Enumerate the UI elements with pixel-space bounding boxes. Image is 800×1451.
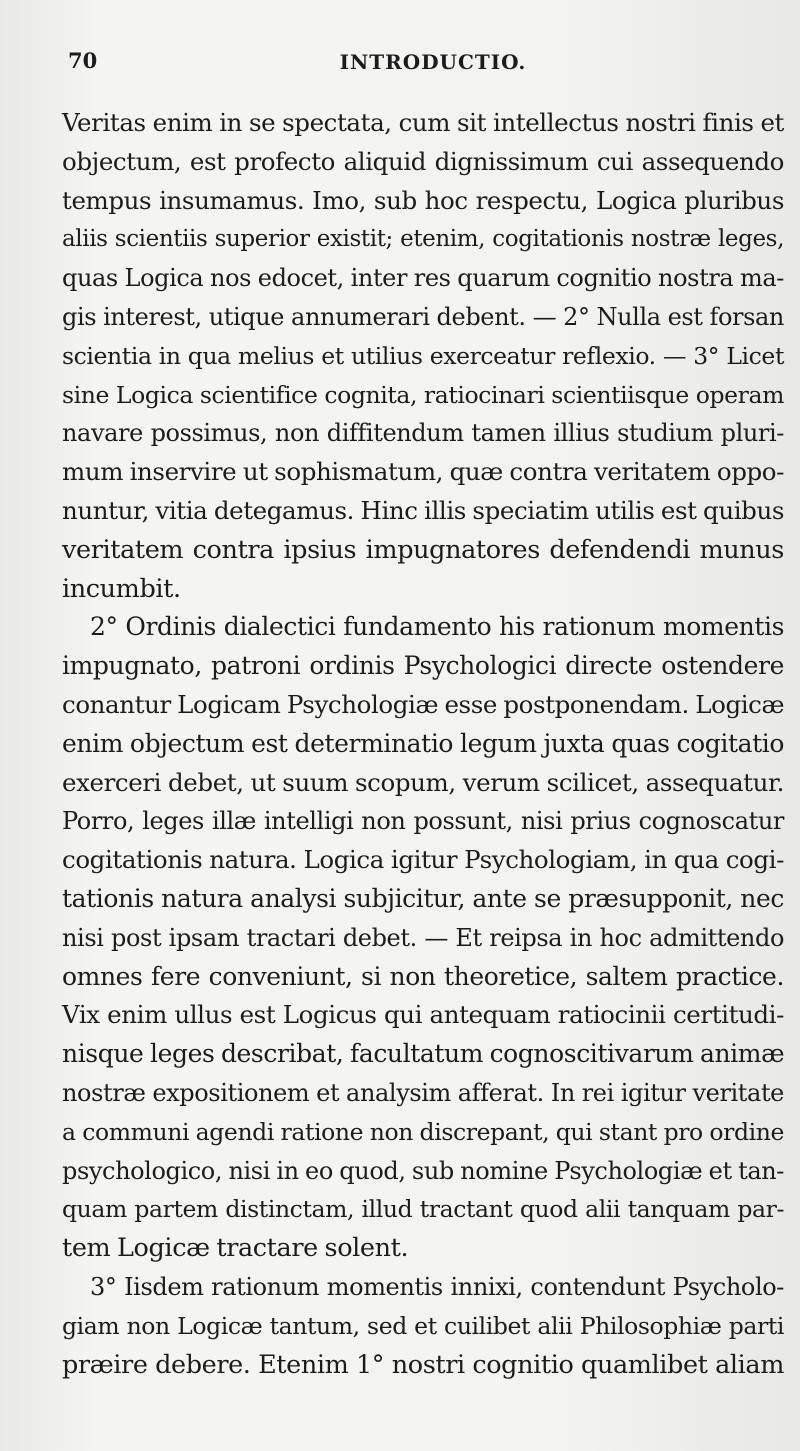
text-line: veritatem contra ipsius impugnatores defendendi munus: [62, 534, 784, 565]
text-line: cogitationis natura. Logica igitur Psychologiam, in qua cogi-: [62, 845, 784, 875]
text-line: nuntur, vitia detegamus. Hinc illis speciatim utilis est quibus: [62, 495, 784, 525]
text-line: præire debere. Etenim 1° nostri cognitio quamlibet aliam: [62, 1349, 784, 1380]
text-line: impugnato, patroni ordinis Psychologici directe ostendere: [62, 651, 784, 681]
text-line: gis interest, utique annumerari debent. — 2° Nulla est forsan: [62, 302, 784, 331]
text-line: scientia in qua melius et utilius exerceatur reflexio. — 3° Licet: [62, 341, 784, 370]
text-line: psychologico, nisi in eo quod, sub nomine Psychologiæ et tan-: [62, 1156, 784, 1185]
text-line: Porro, leges illæ intelligi non possunt, nisi prius cognoscatur: [62, 807, 784, 836]
text-line: Vix enim ullus est Logicus qui antequam ratiocinii certitudi-: [62, 1000, 784, 1030]
body-text: [62, 104, 784, 1384]
text-line: quam partem distinctam, illud tractant quod alii tanquam par-: [62, 1195, 784, 1224]
text-line: 2° Ordinis dialectici fundamento his rationum momentis: [90, 612, 784, 642]
text-line: Veritas enim in se spectata, cum sit intellectus nostri finis et: [62, 108, 784, 137]
text-line: tationis natura analysi subjicitur, ante se præsupponit, nec: [62, 883, 784, 913]
text-line: nisi post ipsam tractari debet. — Et reipsa in hoc admittendo: [62, 923, 784, 952]
text-line: tempus insumamus. Imo, sub hoc respectu, Logica pluribus: [62, 185, 784, 215]
text-line: navare possimus, non diffitendum tamen illius studium pluri-: [62, 419, 784, 448]
page-header: [68, 48, 780, 78]
text-line: incumbit.: [62, 573, 181, 604]
text-line: exerceri debet, ut suum scopum, verum scilicet, assequatur.: [62, 767, 784, 797]
text-line: objectum, est profecto aliquid dignissimum cui assequendo: [62, 146, 784, 176]
text-line: 3° Iisdem rationum momentis innixi, contendunt Psycholo-: [90, 1272, 784, 1301]
text-line: a communi agendi ratione non discrepant, qui stant pro ordine: [62, 1117, 784, 1146]
text-line: nisque leges describat, facultatum cognoscitivarum animæ: [62, 1039, 785, 1069]
text-line: mum inservire ut sophismatum, quæ contra veritatem oppo-: [62, 457, 784, 487]
text-line: tem Logicæ tractare solent.: [62, 1233, 409, 1264]
text-line: aliis scientiis superior existit; etenim, cogitationis nostræ leges,: [62, 226, 784, 253]
text-line: enim objectum est determinatio legum juxta quas cogitatio: [62, 728, 784, 758]
running-title: INTRODUCTIO.: [339, 50, 527, 74]
text-line: sine Logica scientifice cognita, ratiocinari scientiisque operam: [62, 380, 784, 409]
text-line: conantur Logicam Psychologiæ esse postponendam. Logicæ: [62, 689, 785, 719]
text-line: omnes fere conveniunt, si non theoretice, saltem practice.: [62, 961, 784, 991]
text-line: nostræ expositionem et analysim afferat. In rei igitur veritate: [62, 1078, 784, 1107]
text-line: giam non Logicæ tantum, sed et cuilibet alii Philosophiæ parti: [62, 1311, 784, 1340]
page-number: 70: [68, 48, 98, 73]
text-line: quas Logica nos edocet, inter res quarum cognitio nostra ma-: [62, 264, 784, 293]
